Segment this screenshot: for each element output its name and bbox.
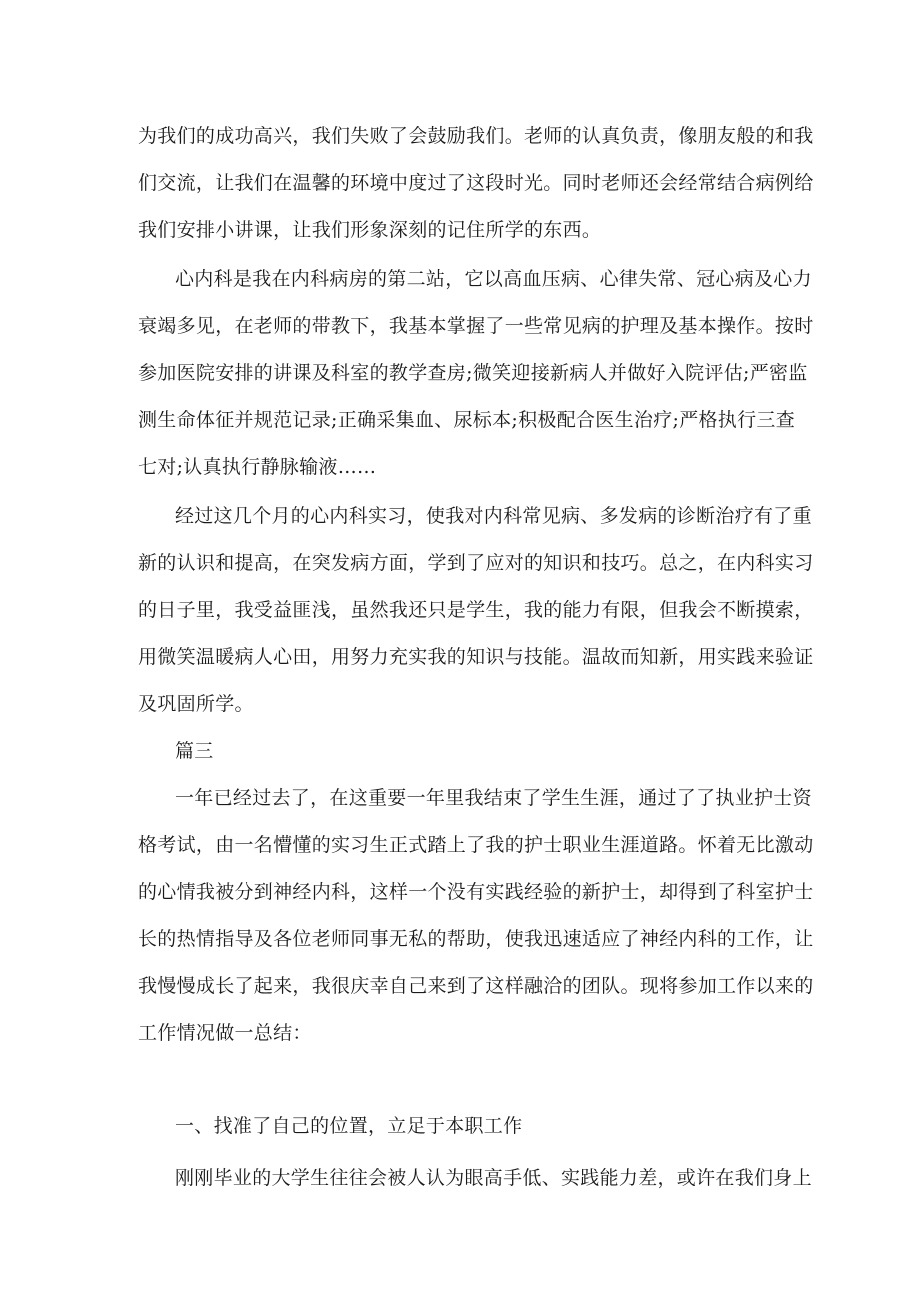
section-title: 篇三 [175,740,214,762]
text-line: 长的热情指导及各位老师同事无私的帮助，使我迅速适应了神经内科的工作，让 [138,928,814,950]
text-line: 的日子里，我受益匪浅，虽然我还只是学生，我的能力有限，但我会不断摸索， [138,599,814,621]
text-line: 用微笑温暖病人心田，用努力充实我的知识与技能。温故而知新，用实践来验证 [138,646,814,668]
text-line: 格考试，由一名懵懂的实习生正式踏上了我的护士职业生涯道路。怀着无比激动 [138,834,814,856]
section-heading [138,728,793,775]
text-line: 一年已经过去了，在这重要一年里我结束了学生生涯，通过了了执业护士资 [175,787,812,809]
paragraph-cardiology [138,256,814,491]
text-line: 工作情况做一总结： [138,1022,312,1044]
text-line: 们交流，让我们在温馨的环境中度过了这段时光。同时老师还会经常结合病例给 [138,172,814,194]
text-line: 经过这几个月的心内科实习，使我对内科常见病、多发病的诊断治疗有了重 [175,505,812,527]
text-line: 新的认识和提高，在突发病方面，学到了应对的知识和技巧。总之，在内科实习 [138,552,814,574]
text-line: 参加医院安排的讲课及科室的教学查房;微笑迎接新病人并做好入院评估;严密监 [138,362,808,384]
text-line: 测生命体征并规范记录;正确采集血、尿标本;积极配合医生治疗;严格执行三查 [138,409,796,431]
subheading-title: 一、找准了自己的位置，立足于本职工作 [175,1115,523,1137]
paragraph-graduate [138,1155,812,1202]
text-line: 我慢慢成长了起来，我很庆幸自己来到了这样融洽的团队。现将参加工作以来的 [138,975,814,997]
text-line: 我们安排小讲课，让我们形象深刻的记住所学的东西。 [138,219,602,241]
text-line: 心内科是我在内科病房的第二站，它以高血压病、心律失常、冠心病及心力 [175,268,812,290]
text-line: 衰竭多见，在老师的带教下，我基本掌握了一些常见病的护理及基本操作。按时 [138,315,814,337]
text-line: 及巩固所学。 [138,693,254,715]
text-line: 七对;认真执行静脉输液…… [138,456,377,478]
paragraph-continuation [138,113,814,254]
text-line: 为我们的成功高兴，我们失败了会鼓励我们。老师的认真负责，像朋友般的和我 [138,125,814,147]
subheading [138,1103,793,1150]
text-line: 刚刚毕业的大学生往往会被人认为眼高手低、实践能力差，或许在我们身上 [175,1167,812,1189]
paragraph-intro [138,775,814,1057]
paragraph-summary [138,493,814,728]
text-line: 的心情我被分到神经内科，这样一个没有实践经验的新护士，却得到了科室护士 [138,881,814,903]
